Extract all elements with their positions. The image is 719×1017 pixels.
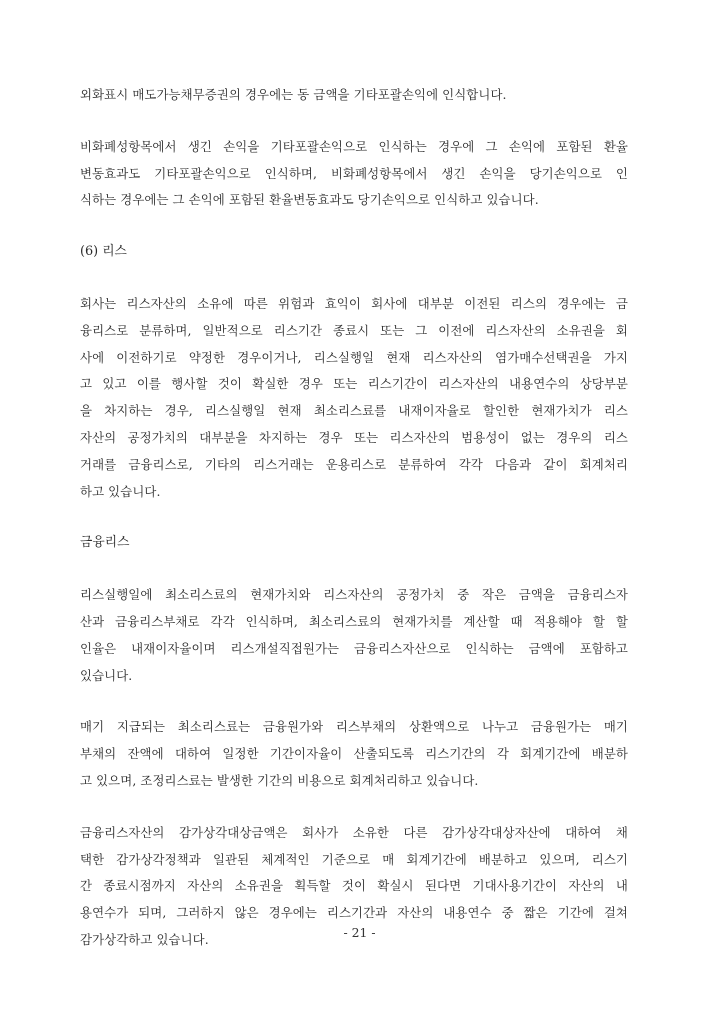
paragraph-lease-classification [80, 291, 628, 505]
document-body [80, 82, 628, 979]
section-heading-lease: (6) 리스 [80, 244, 127, 260]
paragraph-line: 비화폐성항목에서 생긴 손익을 기타포괄손익으로 인식하는 경우에 그 손익에 포함된 환율 [80, 138, 628, 154]
paragraph-line: 거래를 금융리스로, 기타의 리스거래는 운용리스로 분류하여 각각 다음과 같이 회계처리 [80, 456, 628, 472]
subsection-heading-finance-lease: 금융리스 [80, 535, 130, 551]
paragraph-non-monetary-items [80, 134, 628, 214]
paragraph-line: 매기 지급되는 최소리스료는 금융원가와 리스부채의 상환액으로 나누고 금융원가는 매기 [80, 719, 628, 735]
paragraph-line: 산과 금융리스부채로 각각 인식하며, 최소리스료의 현재가치를 계산할 때 적용해야 할 할 [80, 613, 628, 629]
paragraph-line: 인율은 내재이자율이며 리스개설직접원가는 금융리스자산으로 인식하는 금액에 포함하고 [80, 640, 628, 656]
paragraph-line: 식하는 경우에는 그 손익에 포함된 환율변동효과도 당기손익으로 인식하고 있습니다. [80, 192, 539, 208]
paragraph-line: 자산의 공정가치의 대부분을 차지하는 경우 또는 리스자산의 범용성이 없는 경우의 리스 [80, 429, 628, 445]
paragraph-line: 부채의 잔액에 대하여 일정한 기간이자율이 산출되도록 리스기간의 각 회계기간에 배분하 [80, 746, 628, 762]
paragraph-line: 변동효과도 기타포괄손익으로 인식하며, 비화폐성항목에서 생긴 손익을 당기손익으로 인 [80, 165, 628, 181]
page-number: - 21 - [343, 925, 376, 940]
paragraph-line: 회사는 리스자산의 소유에 따른 위험과 효익이 회사에 대부분 이전된 리스의 경우에는 금 [80, 295, 628, 311]
paragraph-line: 간 종료시점까지 자산의 소유권을 획득할 것이 확실시 된다면 기대사용기간이 자산의 내 [80, 878, 628, 894]
paragraph-line: 을 차지하는 경우, 리스실행일 현재 최소리스료를 내재이자율로 할인한 현재가치가 리스 [80, 403, 628, 419]
paragraph-line: 금융리스자산의 감가상각대상금액은 회사가 소유한 다른 감가상각대상자산에 대하여 채 [80, 824, 628, 840]
paragraph-minimum-lease-payments [80, 714, 628, 794]
paragraph-line: 리스실행일에 최소리스료의 현재가치와 리스자산의 공정가치 중 작은 금액을 금융리스자 [80, 587, 628, 603]
paragraph-finance-lease-recognition [80, 582, 628, 689]
paragraph-line: 외화표시 매도가능채무증권의 경우에는 동 금액을 기타포괄손익에 인식합니다. [80, 87, 507, 102]
paragraph-line: 융리스로 분류하며, 일반적으로 리스기간 종료시 또는 그 이전에 리스자산의 소유권을 회 [80, 322, 628, 338]
paragraph-line: 있습니다. [80, 667, 133, 683]
paragraph-line: 택한 감가상각정책과 일관된 체계적인 기준으로 매 회계기간에 배분하고 있으며, 리스기 [80, 851, 628, 867]
paragraph-line: 고 있고 이를 행사할 것이 확실한 경우 또는 리스기간이 리스자산의 내용연수의 상당부분 [80, 376, 628, 392]
paragraph-line: 감가상각하고 있습니다. [80, 931, 209, 947]
paragraph-line: 고 있으며, 조정리스료는 발생한 기간의 비용으로 회계처리하고 있습니다. [80, 772, 479, 788]
paragraph-line: 사에 이전하기로 약정한 경우이거나, 리스실행일 현재 리스자산의 염가매수선택권을 가지 [80, 349, 628, 365]
paragraph-fx-available-for-sale [80, 82, 628, 109]
paragraph-line: 하고 있습니다. [80, 483, 161, 499]
paragraph-line: 용연수가 되며, 그러하지 않은 경우에는 리스기간과 자산의 내용연수 중 짧은 기간에 걸쳐 [80, 905, 628, 921]
